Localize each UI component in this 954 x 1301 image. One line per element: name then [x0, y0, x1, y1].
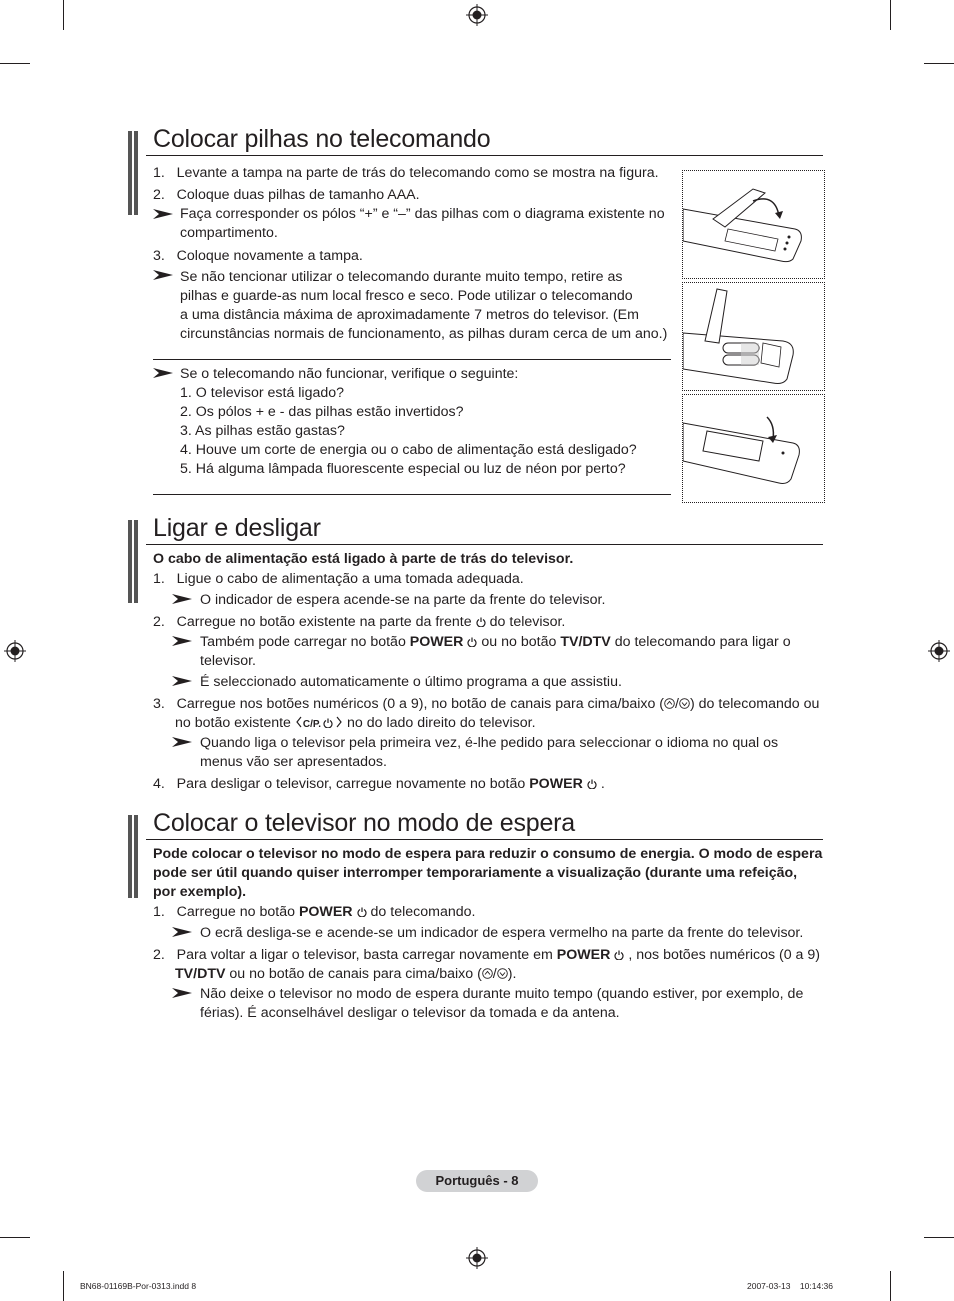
- check-intro: Se o telecomando não funcionar, verifique o seguinte:: [180, 366, 519, 382]
- step-3: 3. Coloque novamente a tampa.: [153, 248, 363, 264]
- step-2: [153, 946, 820, 965]
- step-1: 1. Levante a tampa na parte de trás do telecomando como se mostra na figura.: [153, 165, 659, 181]
- note-arrow-icon: [153, 368, 173, 378]
- page-number-badge: Português - 8: [416, 1170, 538, 1192]
- channel-down-icon: [497, 968, 508, 979]
- step-text: 1. Carregue no botão: [153, 904, 295, 920]
- power-icon: [357, 907, 367, 917]
- box-rule-top: [153, 359, 671, 360]
- note-text: [200, 633, 791, 652]
- registration-mark-icon: [4, 640, 26, 662]
- step-1: [153, 903, 475, 922]
- title-rule: [146, 544, 823, 545]
- note-text: ou no botão: [481, 634, 557, 650]
- power-label: POWER: [409, 634, 464, 650]
- note-text: Não deixe o televisor no modo de espera durante muito tempo (quando estiver, por exemplo, de: [200, 986, 804, 1002]
- note-arrow-icon: [172, 676, 192, 686]
- step-text: ou no botão de canais para cima/baixo (: [229, 966, 482, 982]
- section-intro: pode ser útil quando quiser interromper temporariamente a visualização (durante uma refeição,: [153, 865, 798, 881]
- note-arrow-icon: [153, 209, 173, 219]
- note-arrow-icon: [172, 927, 192, 937]
- file-slug: BN68-01169B-Por-0313.indd 8: [80, 1281, 197, 1291]
- step-3-line2: [175, 714, 536, 734]
- note-text: O indicador de espera acende-se na parte da frente do televisor.: [200, 592, 606, 608]
- figure-insert-batteries: [682, 282, 825, 391]
- section-title-standby: Colocar o televisor no modo de espera: [153, 809, 576, 837]
- power-label: POWER: [529, 776, 583, 792]
- section-title-batteries: Colocar pilhas no telecomando: [153, 125, 491, 153]
- note-text: compartimento.: [180, 225, 278, 241]
- section-bar: [128, 131, 136, 215]
- note-text: menus vão ser apresentados.: [200, 754, 387, 770]
- power-icon: [476, 617, 486, 627]
- tv-dtv-label: TV/DTV: [175, 966, 226, 982]
- registration-mark-icon: [466, 1247, 488, 1269]
- section-title-power: Ligar e desligar: [153, 514, 321, 542]
- note-text: É seleccionado automaticamente o último programa a que assistiu.: [200, 674, 622, 690]
- step-2: 2. Coloque duas pilhas de tamanho AAA.: [153, 187, 420, 203]
- chevron-right-icon: [335, 716, 343, 728]
- remote-batteries-illustration: [683, 283, 824, 390]
- channel-up-icon: [664, 698, 675, 709]
- figure-open-cover: [682, 170, 825, 279]
- note-text: televisor.: [200, 653, 256, 669]
- power-label: POWER: [298, 904, 353, 920]
- step-text: 2. Carregue no botão existente na parte da frente: [153, 614, 472, 630]
- chevron-left-icon: [295, 716, 303, 728]
- power-icon: [467, 637, 477, 647]
- note-arrow-icon: [172, 988, 192, 998]
- check-item: 5. Há alguma lâmpada fluorescente especial ou luz de néon por perto?: [180, 461, 626, 477]
- power-icon: [323, 718, 333, 728]
- remote-close-illustration: [683, 395, 824, 502]
- section-intro: O cabo de alimentação está ligado à parte de trás do televisor.: [153, 551, 574, 567]
- step-3: 3. Carregue nos botões numéricos (0 a 9), no botão de canais para cima/baixo ( / ) do telecomando ou: [153, 696, 820, 712]
- figure-close-cover: [682, 394, 825, 503]
- note-arrow-icon: [153, 270, 173, 280]
- title-rule: [146, 155, 823, 156]
- step-text: ).: [507, 966, 517, 982]
- note-text: a uma distância máxima de aproximadamente 7 metros do televisor. (Em: [180, 307, 639, 323]
- note-text: férias). É aconselhável desligar o televisor da tomada e da antena.: [200, 1005, 620, 1021]
- step-4: [153, 775, 605, 794]
- note-text: Se não tencionar utilizar o telecomando durante muito tempo, retire as: [180, 269, 623, 285]
- step-2: [153, 613, 565, 632]
- step-text: no botão existente: [175, 715, 291, 731]
- note-arrow-icon: [172, 594, 192, 604]
- tv-dtv-label: TV/DTV: [560, 634, 611, 650]
- step-1: 1. Ligue o cabo de alimentação a uma tomada adequada.: [153, 571, 524, 587]
- note-text: O ecrã desliga-se e acende-se um indicador de espera vermelho na parte da frente do televisor.: [200, 925, 804, 941]
- registration-mark-icon: [928, 640, 950, 662]
- note-arrow-icon: [172, 737, 192, 747]
- section-intro: Pode colocar o televisor no modo de espera para reduzir o consumo de energia. O modo de espera: [153, 846, 823, 862]
- note-text: Faça corresponder os pólos “+” e “–” das pilhas com o diagrama existente no: [180, 206, 665, 222]
- section-bar: [128, 815, 136, 898]
- step-text: no do lado direito do televisor.: [347, 715, 536, 731]
- date-slug: 2007-03-13 10:14:36: [747, 1281, 834, 1291]
- note-arrow-icon: [172, 636, 192, 646]
- power-icon: [614, 950, 624, 960]
- note-text: circunstâncias normais de funcionamento, as pilhas duram cerca de um ano.): [180, 326, 668, 342]
- power-icon: [587, 779, 597, 789]
- step-text: do telecomando.: [370, 904, 476, 920]
- step-2-line2: TV/DTV ou no botão de canais para cima/baixo ( / ).: [175, 966, 517, 982]
- step-text: do televisor.: [489, 614, 566, 630]
- step-text: .: [600, 776, 605, 792]
- check-item: 2. Os pólos + e - das pilhas estão invertidos?: [180, 404, 464, 420]
- step-text: ) do telecomando ou: [690, 696, 820, 712]
- step-text: 2. Para voltar a ligar o televisor, basta carregar novamente em: [153, 947, 553, 963]
- channel-down-icon: [679, 698, 690, 709]
- step-text: 4. Para desligar o televisor, carregue novamente no botão: [153, 776, 526, 792]
- check-item: 4. Houve um corte de energia ou o cabo de alimentação está desligado?: [180, 442, 637, 458]
- channel-up-icon: [482, 968, 493, 979]
- section-bar: [128, 520, 136, 603]
- note-text: pilhas e guarde-as num local fresco e seco. Pode utilizar o telecomando: [180, 288, 633, 304]
- check-item: 3. As pilhas estão gastas?: [180, 423, 345, 439]
- section-intro: por exemplo).: [153, 884, 247, 900]
- check-item: 1. O televisor está ligado?: [180, 385, 345, 401]
- remote-cover-illustration: [683, 171, 824, 278]
- box-rule-bottom: [153, 494, 671, 495]
- note-text: Também pode carregar no botão: [200, 634, 406, 650]
- registration-mark-icon: [466, 4, 488, 26]
- note-text: Quando liga o televisor pela primeira vez, é-lhe pedido para seleccionar o idioma no qual os: [200, 735, 779, 751]
- cp-label: C/P.: [302, 719, 322, 730]
- title-rule: [146, 839, 823, 840]
- step-text: 3. Carregue nos botões numéricos (0 a 9), no botão de canais para cima/baixo (: [153, 696, 665, 712]
- step-text: , nos botões numéricos (0 a 9): [628, 947, 821, 963]
- note-text: do telecomando para ligar o: [614, 634, 791, 650]
- power-label: POWER: [556, 947, 611, 963]
